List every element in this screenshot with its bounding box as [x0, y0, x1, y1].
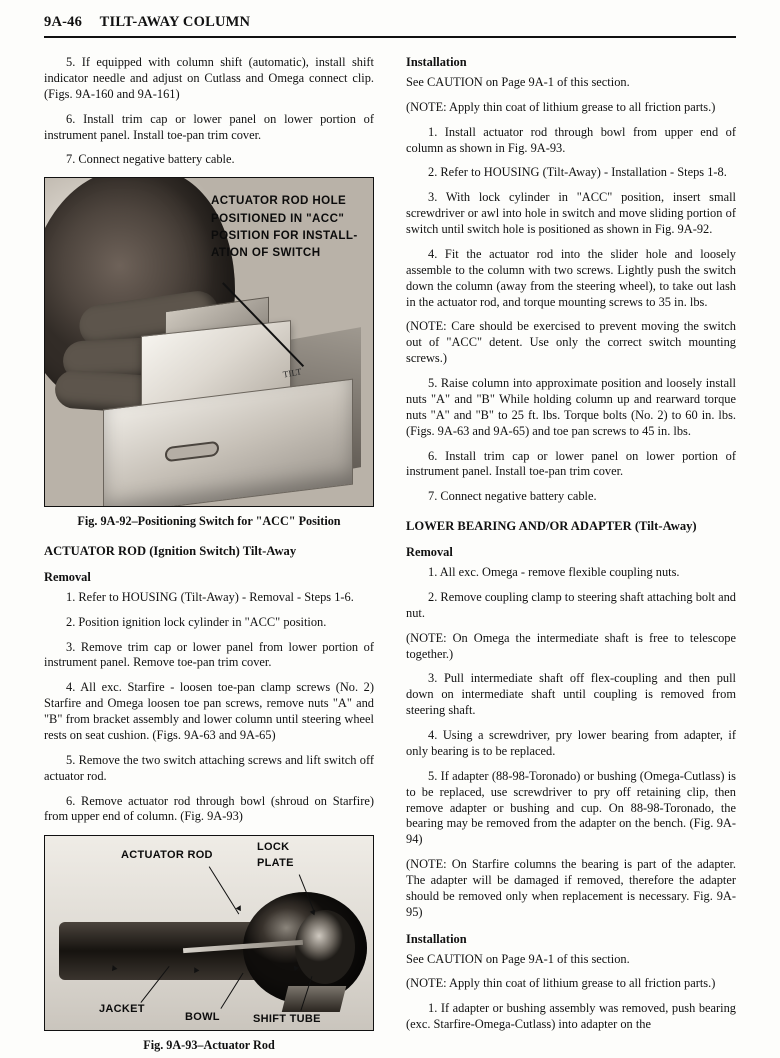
paragraph: 1. Install actuator rod through bowl from upper end of column as shown in Fig. 9A-93.: [406, 124, 736, 155]
shift-tube-part: [282, 986, 346, 1012]
left-column: [44, 55, 374, 1058]
page-number: 9A-46: [44, 14, 83, 30]
paragraph: See CAUTION on Page 9A-1 of this section.: [406, 951, 630, 966]
paragraph: 5. If equipped with column shift (automatic), install shift indicator needle and adjust on Cutlass and Omega connect clip. (Figs. 9A-160 and 9A-161): [44, 55, 374, 101]
paragraph: 6. Remove actuator rod through bowl (shroud on Starfire) from upper end of column. (Fig. 9A-93): [44, 793, 374, 824]
paragraph: 7. Connect negative battery cable.: [66, 152, 235, 167]
paragraph: 4. Using a screwdriver, pry lower bearing from adapter, if only bearing is to be replaced.: [406, 728, 736, 758]
paragraph-note: (NOTE: Care should be exercised to prevent moving the switch out of "ACC" detent. Use only the correct switch mounting screws.): [406, 319, 736, 366]
lock-plate-part: [295, 910, 355, 984]
paragraph: 1. All exc. Omega - remove flexible coupling nuts.: [428, 565, 680, 580]
paragraph: 7. Connect negative battery cable.: [428, 489, 597, 504]
callout-lock: LOCK: [257, 841, 290, 854]
paragraph: 3. Pull intermediate shaft off flex-coupling and then pull down on intermediate shaft until coupling is removed from steering shaft.: [406, 671, 736, 718]
callout-jacket: JACKET: [99, 1003, 145, 1016]
paragraph: 6. Install trim cap or lower panel on lower portion of instrument panel. Install toe-pan trim cover.: [406, 448, 736, 479]
paragraph: 5. Raise column into approximate position and loosely install nuts "A" and "B" While holding column up and rearward torque nuts "A" and "B" to 25 ft. lbs. Torque bolts (No. 2) to 60 in. lbs. (Figs. 9A-63 and 9A-65) and toe pan screws to 45 in. lbs.: [406, 376, 736, 438]
header-divider: [44, 36, 736, 38]
subheading-installation: Installation: [406, 931, 467, 946]
figure-caption: Fig. 9A-93–Actuator Rod: [143, 1038, 275, 1053]
paragraph: 1. If adapter or bushing assembly was removed, push bearing (exc. Starfire-Omega-Cutlass) into adapter on the: [406, 1001, 736, 1032]
right-column: [406, 55, 736, 1042]
paragraph: 5. Remove the two switch attaching screws and lift switch off actuator rod.: [44, 752, 374, 783]
paragraph: 1. Refer to HOUSING (Tilt-Away) - Removal - Steps 1-6.: [66, 589, 354, 604]
part-marking-text: TILT: [282, 366, 303, 380]
figure-callout-label: [211, 192, 363, 262]
section-heading-lower-bearing: LOWER BEARING AND/OR ADAPTER (Tilt-Away): [406, 519, 697, 534]
callout-bowl: BOWL: [185, 1011, 220, 1024]
paragraph: 4. Fit the actuator rod into the slider hole and loosely assemble to the column with two screws. Lightly push the switch down the column (away from the steering wheel), to take out lash in the actuator rod, and torque mounting screws to 35 in. lbs.: [406, 246, 736, 309]
callout-shift-tube: SHIFT TUBE: [253, 1013, 321, 1026]
section-heading-actuator-rod: ACTUATOR ROD (Ignition Switch) Tilt-Away: [44, 543, 297, 558]
callout-plate: PLATE: [257, 857, 294, 870]
paragraph: 2. Remove coupling clamp to steering shaft attaching bolt and nut.: [406, 589, 736, 620]
paragraph: 3. With lock cylinder in "ACC" position, insert small screwdriver or awl into hole in switch and move sliding portion of switch until switch hole is positioned as shown in Fig. 9A-92.: [406, 190, 736, 236]
page-header: [44, 14, 736, 31]
subheading-removal: Removal: [406, 545, 453, 560]
paragraph-note: (NOTE: On Omega the intermediate shaft is free to telescope together.): [406, 630, 736, 661]
paragraph-note: (NOTE: On Starfire columns the bearing is part of the adapter. The adapter will be damaged if removed, therefore the adapter should be removed only when replacement is necessary. Fig. 9A-95): [406, 857, 736, 919]
jacket-tube: [59, 922, 265, 980]
callout-actuator-rod: ACTUATOR ROD: [121, 849, 213, 862]
paragraph: 6. Install trim cap or lower panel on lower portion of instrument panel. Install toe-pan trim cover.: [44, 111, 374, 142]
paragraph: 5. If adapter (88-98-Toronado) or bushing (Omega-Cutlass) is to be replaced, use screwdriver to pry off retaining clip, then remove adapter or bushing and cup. On 88-98-Toronado, the bearing may be removed from the adapter on the bench. (Fig. 9A-94): [406, 768, 736, 847]
subheading-installation: Installation: [406, 55, 467, 69]
subheading-removal: Removal: [44, 569, 91, 584]
callout-line: ATION OF SWITCH: [211, 246, 321, 260]
callout-line: POSITION FOR INSTALL-: [211, 229, 358, 243]
paragraph: See CAUTION on Page 9A-1 of this section.: [406, 74, 630, 89]
page-title: TILT-AWAY COLUMN: [99, 14, 251, 30]
paragraph: 4. All exc. Starfire - loosen toe-pan clamp screws (No. 2) Starfire and Omega loosen toe pan screws, remove nuts "A" and "B" from bracket assembly and lower column until steering wheel rests on seat cushion. (Figs. 9A-63 and 9A-65): [44, 680, 374, 742]
figure-caption: Fig. 9A-92–Positioning Switch for "ACC" Position: [77, 514, 341, 529]
figure-9a-92: [44, 177, 374, 507]
callout-line: POSITIONED IN "ACC": [211, 211, 345, 225]
paragraph: 3. Remove trim cap or lower panel from lower portion of instrument panel. Remove toe-pan trim cover.: [44, 639, 374, 670]
callout-line: ACTUATOR ROD HOLE: [211, 194, 347, 208]
paragraph-note: (NOTE: Apply thin coat of lithium grease to all friction parts.): [406, 99, 716, 114]
paragraph-note: (NOTE: Apply thin coat of lithium grease to all friction parts.): [406, 976, 716, 991]
paragraph: 2. Position ignition lock cylinder in "ACC" position.: [66, 614, 327, 629]
paragraph: 2. Refer to HOUSING (Tilt-Away) - Installation - Steps 1-8.: [428, 165, 727, 180]
figure-9a-93: [44, 835, 374, 1031]
